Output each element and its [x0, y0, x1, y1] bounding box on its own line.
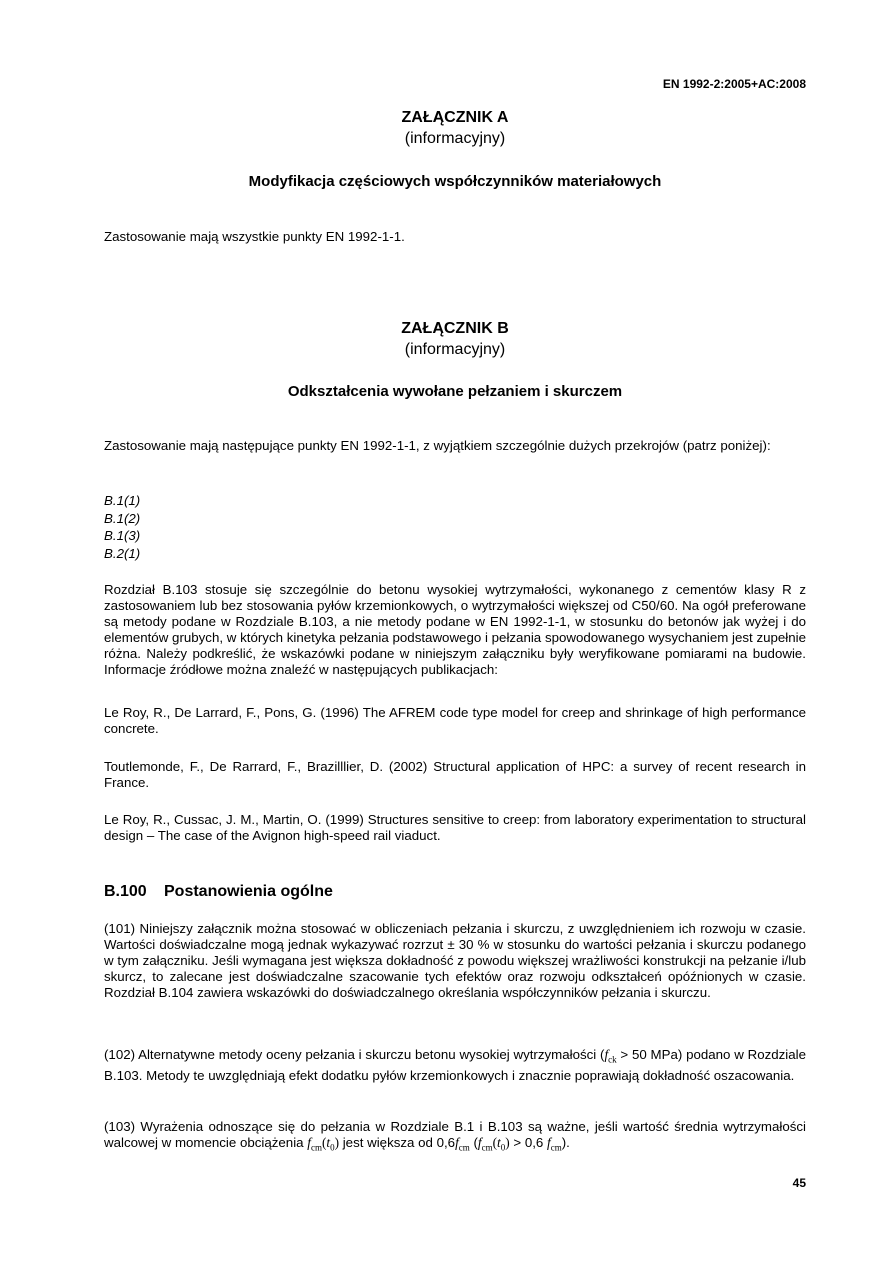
paragraph-b103-intro: Rozdział B.103 stosuje się szczególnie do betonu wysokiej wytrzymałości, wykonanego z cementów klasy R z zastosowaniem lub bez stosowania pyłów krzemionkowych, o wytrzymałości większej od C50/60. Na ogół preferowane są metody podane w Rozdziale B.103, a nie metody podane w EN 1992-1-1, w stosunku do betonów jak wyżej i do elementów grubych, w których kinetyka pełzania podstawowego i pełzania spowodowanego wysychaniem jest zupełnie różna. Należy podkreślić, że wskazówki podane w niniejszym załączniku były weryfikowane pomiarami na budowie. Informacje źródłowe można znaleźć w następujących publikacjach:	[104, 582, 806, 677]
section-heading	[104, 883, 333, 901]
annex-a-subtitle: (informacyjny)	[404, 130, 506, 147]
math-fcm: $f_{cm}$	[547, 1135, 562, 1153]
clause-ref: B.2(1)	[104, 546, 141, 561]
publication-3: Le Roy, R., Cussac, J. M., Martin, O. (1999) Structures sensitive to creep: from laboratory experimentation to structural design – The case of the Avignon high-speed rail viaduct.	[104, 812, 806, 843]
paragraph-102-text: (102) Alternatywne metody oceny pełzania i skurczu betonu wysokiej wytrzymałości (	[104, 1047, 605, 1062]
annex-b-intro: Zastosowanie mają następujące punkty EN 1992-1-1, z wyjątkiem szczególnie dużych przekrojów (patrz poniżej):	[104, 438, 771, 453]
paragraph-102	[104, 1047, 806, 1084]
math-fcm-t0: $f_{cm}(t_0)$	[477, 1135, 510, 1153]
section-title: Postanowienia ogólne	[164, 883, 333, 900]
paragraph-102-text: > 50 MPa) podano w Rozdziale B.103. Metody te uwzględniają efekt dodatku pyłów krzemionkowych i znacznie poprawiają dokładność oszacowania.	[104, 1047, 806, 1083]
math-fcm: $f_{cm}$	[455, 1135, 470, 1153]
math-fcm-t0: $f_{cm}(t_0)$	[307, 1135, 340, 1153]
document-page	[104, 0, 806, 1263]
paragraph-101: (101) Niniejszy załącznik można stosować w obliczeniach pełzania i skurczu, z uwzględnieniem ich rozwoju w czasie. Wartości doświadczalne mogą jednak wykazywać rozrzut ± 30 % w stosunku do wartości pełzania i skurczu podanego w tym załączniku. Jeśli wymagana jest większa dokładność z powodu większej wrażliwości konstrukcji na pełzanie i/lub skurcz, to zalecane jest doświadczalne szacowanie tych efektów oraz rozwoju odkształceń opóźnionych w czasie. Rozdział B.104 zawiera wskazówki do doświadczalnego określania współczynników pełzania i skurczu.	[104, 921, 806, 1000]
annex-a-body: Zastosowanie mają wszystkie punkty EN 1992-1-1.	[104, 229, 405, 244]
clause-ref: B.1(1)	[104, 493, 141, 508]
paragraph-103-text: (103) Wyrażenia odnoszące się do pełzania w Rozdziale B.1 i B.103 są ważne, jeśli wartość średnia wytrzymałości walcowej w momencie obciążenia	[104, 1119, 806, 1150]
page-number: 45	[792, 1176, 806, 1190]
annex-b-title: ZAŁĄCZNIK B	[401, 320, 509, 337]
clause-ref: B.1(3)	[104, 528, 141, 543]
section-number: B.100	[104, 883, 147, 900]
annex-a-title: ZAŁĄCZNIK A	[401, 109, 509, 126]
math-fck: $f_{ck}$	[604, 1047, 617, 1065]
paragraph-103	[104, 1119, 806, 1156]
paragraph-103-text: jest większa od 0,6	[339, 1135, 456, 1150]
annex-b-subtitle: (informacyjny)	[404, 341, 506, 358]
document-id-header: EN 1992-2:2005+AC:2008	[662, 77, 806, 91]
publication-2: Toutlemonde, F., De Rarrard, F., Brazilllier, D. (2002) Structural application of HPC: a survey of recent research in France.	[104, 759, 806, 790]
annex-b-name: Odkształcenia wywołane pełzaniem i skurczem	[287, 383, 623, 400]
paragraph-103-text: ).	[561, 1135, 570, 1150]
annex-a-name: Modyfikacja częściowych współczynników materiałowych	[248, 173, 662, 190]
clause-ref: B.1(2)	[104, 511, 141, 526]
publication-1: Le Roy, R., De Larrard, F., Pons, G. (1996) The AFREM code type model for creep and shrinkage of high performance concrete.	[104, 705, 806, 736]
paragraph-103-text: > 0,6	[509, 1135, 548, 1150]
paragraph-103-text: (	[469, 1135, 478, 1150]
